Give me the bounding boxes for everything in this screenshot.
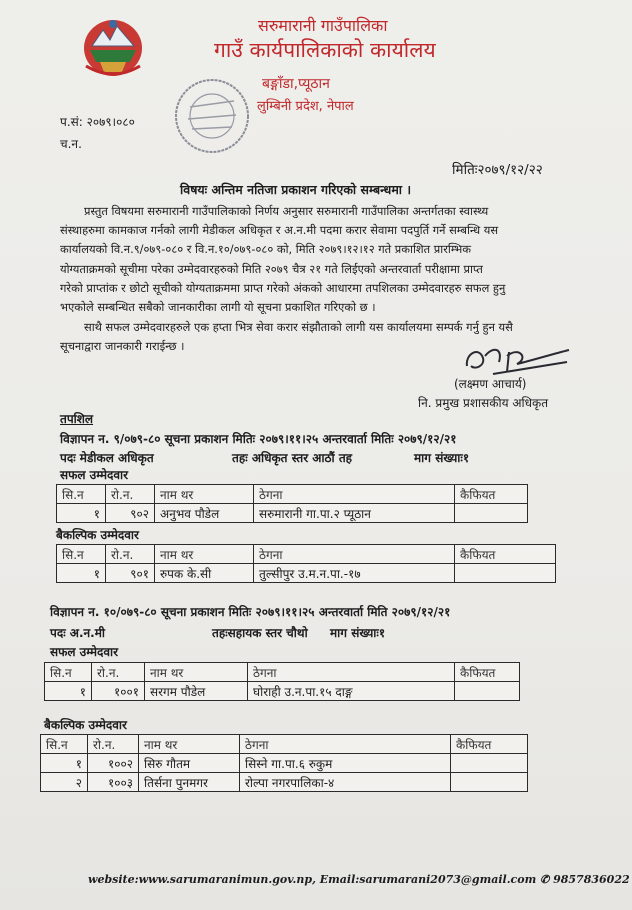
cell-roll: १००३ — [88, 773, 139, 792]
signatory-name: (लक्ष्मण आचार्य) — [454, 377, 527, 391]
col-address: ठेगना — [254, 545, 455, 564]
cell-name: अनुभव पौडेल — [155, 504, 254, 523]
footer-contact: website:www.sarumaranimun.gov.np, Email:sarumarani2073@gmail.com ✆ 9857836022 — [88, 873, 630, 886]
cell-name: तिर्सना पुनमगर — [139, 773, 240, 792]
ad2-alt-table — [40, 734, 528, 792]
table-row — [41, 773, 528, 792]
ad2-level: तहःसहायक स्तर चौथो — [212, 626, 308, 640]
cell-sn: १ — [41, 754, 88, 773]
col-address: ठेगना — [248, 663, 455, 682]
col-address: ठेगना — [254, 485, 455, 504]
dispatch-number: च.न. — [60, 137, 82, 151]
cell-remarks — [455, 564, 556, 583]
body-line: कार्यालयको वि.न.९/०७९-०८० र वि.न.१०/०७९-०८० को, मिति २०७९।१२।१२ गते प्रकाशित प्रारम्भिक — [60, 242, 471, 256]
signatory-title: नि. प्रमुख प्रशासकीय अधिकृत — [418, 396, 549, 410]
cell-name: सरगम पौडेल — [145, 682, 248, 701]
col-roll: रो.न. — [92, 663, 145, 682]
municipality-name: सरुमारानी गाउँपालिका — [258, 16, 388, 35]
cell-sn: २ — [41, 773, 88, 792]
table-header-row — [45, 663, 520, 682]
col-remarks: कैफियत — [455, 663, 520, 682]
cell-roll: १००२ — [88, 754, 139, 773]
body-line: संस्थाहरुमा कामकाज गर्नको लागी मेडीकल अधिकृत र अ.न.मी पदमा करार सेवामा पदपुर्ति गर्ने सम्बन्धि यस — [60, 223, 499, 237]
col-sn: सि.न — [57, 545, 106, 564]
table-header-row — [57, 545, 556, 564]
ad2-line: विज्ञापन न. १०/०७९-८० सूचना प्रकाशन मितिः २०७९।११।२५ अन्तरवार्ता मिति २०७९/१२/२१ — [50, 605, 451, 619]
cell-roll: ९०२ — [106, 504, 155, 523]
table-row — [57, 564, 556, 583]
table-header-row — [57, 485, 528, 504]
letter-subject: विषयः अन्तिम नतिजा प्रकाशन गरिएको सम्बन्धमा । — [180, 182, 412, 197]
col-name: नाम थर — [155, 485, 254, 504]
body-line: प्रस्तुत विषयमा सरुमारानी गाउँपालिकाको निर्णय अनुसार सरुमारानी गाउँपालिका अन्तर्गतका स्वास्थ्य — [84, 204, 489, 218]
ad1-alt-label: बैकल्पिक उम्मेदवार — [56, 528, 139, 542]
cell-remarks — [451, 773, 528, 792]
body-line: सूचनाद्वारा जानकारी गराईन्छ । — [60, 339, 185, 353]
body-line: योग्यताक्रमको सूचीमा परेका उम्मेदवारहरुको मिति २०७९ चैत्र २१ गते लिईएको अन्तरवार्ता परीक्षामा प्राप्त — [60, 262, 483, 276]
col-address: ठेगना — [240, 735, 451, 754]
office-location: बङ्गाँडा,प्यूठान — [262, 76, 330, 92]
cell-address: सरुमारानी गा.पा.२ प्यूठान — [254, 504, 455, 523]
ad1-post: पदः मेडीकल अधिकृत — [60, 451, 154, 465]
table-row — [45, 682, 520, 701]
details-heading: तपशिल — [60, 412, 94, 426]
office-name: गाउँ कार्यपालिकाको कार्यालय — [214, 38, 436, 62]
table-header-row — [41, 735, 528, 754]
ad1-alt-table — [56, 544, 556, 583]
nepal-emblem-icon — [78, 16, 148, 80]
cell-sn: १ — [45, 682, 92, 701]
cell-remarks — [455, 682, 520, 701]
office-province: लुम्बिनी प्रदेश, नेपाल — [257, 99, 354, 114]
ad2-post: पदः अ.न.मी — [50, 626, 106, 640]
cell-address: रोल्पा नगरपालिका-४ — [240, 773, 451, 792]
ad2-demand: माग संख्याः१ — [330, 626, 386, 640]
ad2-success-label: सफल उम्मेदवार — [50, 645, 119, 659]
cell-name: रुपक के.सी — [155, 564, 254, 583]
cell-roll: १००१ — [92, 682, 145, 701]
ad2-success-table — [44, 662, 520, 701]
body-line: गरेको प्राप्तांक र छोटो सूचीको योग्यताक्रममा प्राप्त गरेको अंकको आधारमा तपशिलका उम्मेदवारहरु सफल हुनु — [60, 281, 506, 295]
ad2-alt-label: बैकल्पिक उम्मेदवार — [44, 718, 127, 732]
body-line: भएकोले सम्बन्धित सबैको जानकारीका लागी यो सूचना प्रकाशित गरिएको छ । — [60, 300, 376, 314]
col-remarks: कैफियत — [451, 735, 528, 754]
cell-address: सिस्ने गा.पा.६ रुकुम — [240, 754, 451, 773]
col-remarks: कैफियत — [455, 545, 556, 564]
ad1-level: तहः अधिकृत स्तर आठौं तह — [232, 451, 353, 465]
table-row — [57, 504, 528, 523]
ad1-demand: माग संख्याः१ — [414, 451, 470, 465]
col-sn: सि.न — [45, 663, 92, 682]
col-remarks: कैफियत — [455, 485, 528, 504]
cell-name: सिरु गौतम — [139, 754, 240, 773]
col-name: नाम थर — [139, 735, 240, 754]
table-row — [41, 754, 528, 773]
cell-roll: ९०१ — [106, 564, 155, 583]
col-roll: रो.न. — [106, 485, 155, 504]
cell-sn: १ — [57, 564, 106, 583]
col-name: नाम थर — [145, 663, 248, 682]
cell-sn: १ — [57, 504, 106, 523]
body-line: साथै सफल उम्मेदवारहरुले एक हप्ता भित्र सेवा करार संझौताको लागी यस कार्यालयमा सम्पर्क गर्नु हुन यसै — [84, 320, 513, 334]
col-sn: सि.न — [57, 485, 106, 504]
col-roll: रो.न. — [88, 735, 139, 754]
office-stamp-icon — [170, 75, 254, 157]
col-sn: सि.न — [41, 735, 88, 754]
ad1-success-table — [56, 484, 528, 523]
ad1-success-label: सफल उम्मेदवार — [60, 468, 129, 482]
reference-number: प.सं: २०७९।०८० — [60, 115, 135, 129]
letter-date: मितिः२०७९/१२/२२ — [452, 162, 543, 178]
cell-remarks — [451, 754, 528, 773]
col-name: नाम थर — [155, 545, 254, 564]
cell-remarks — [455, 504, 528, 523]
col-roll: रो.न. — [106, 545, 155, 564]
cell-address: घोराही उ.न.पा.१५ दाङ्ग — [248, 682, 455, 701]
cell-address: तुल्सीपुर उ.म.न.पा.-१७ — [254, 564, 455, 583]
ad1-line: विज्ञापन न. ९/०७९-८० सूचना प्रकाशन मितिः २०७९।११।२५ अन्तरवार्ता मितिः २०७९/१२/२१ — [60, 432, 457, 446]
